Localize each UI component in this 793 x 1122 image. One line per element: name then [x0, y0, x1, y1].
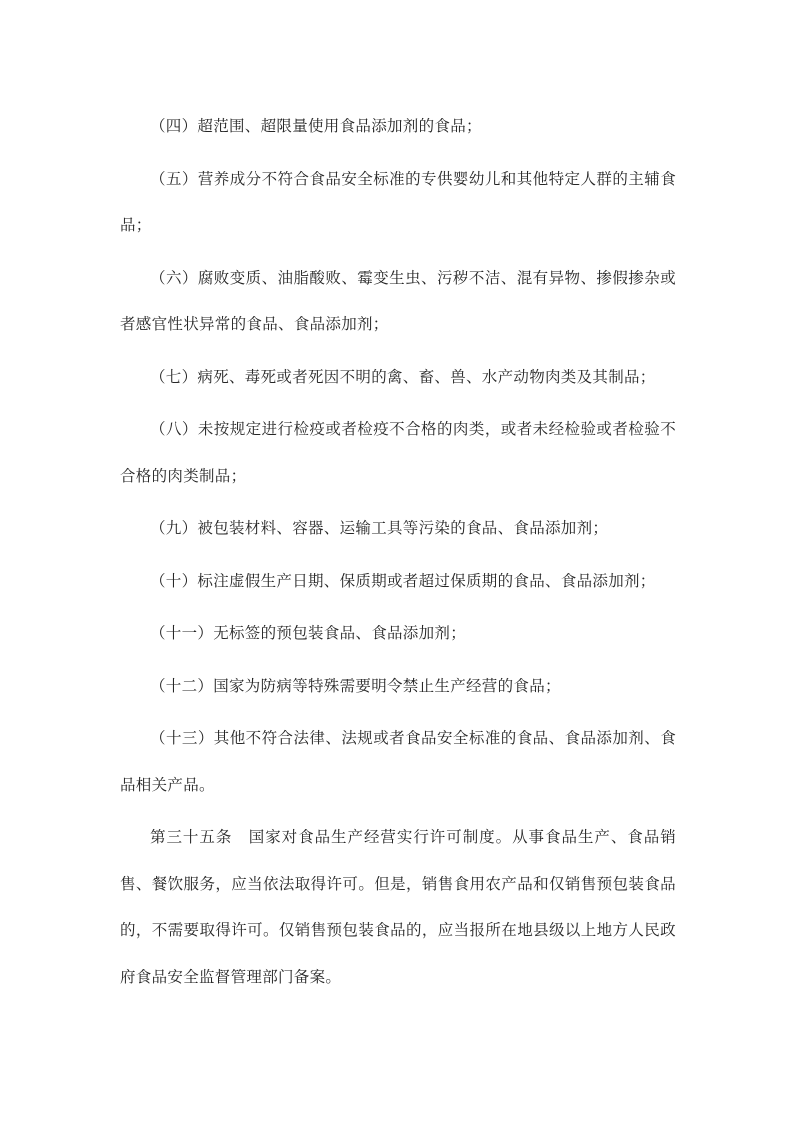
paragraph-item-5: （五）营养成分不符合食品安全标准的专供婴幼儿和其他特定人群的主辅食品；: [120, 169, 676, 234]
paragraph-item-12: （十二）国家为防病等特殊需要明令禁止生产经营的食品；: [150, 676, 561, 695]
paragraph-item-11: （十一）无标签的预包装食品、食品添加剂；: [150, 624, 467, 642]
document-body: [120, 103, 676, 1006]
paragraph-item-9: （九）被包装材料、容器、运输工具等污染的食品、食品添加剂；: [150, 519, 609, 537]
paragraph-item-13: （十三）其他不符合法律、法规或者食品安全标准的食品、食品添加剂、食品相关产品。: [120, 729, 676, 794]
paragraph-item-7: （七）病死、毒死或者死因不明的禽、畜、兽、水产动物肉类及其制品；: [150, 367, 656, 386]
paragraph-item-6: （六）腐败变质、油脂酸败、霉变生虫、污秽不洁、混有异物、掺假掺杂或者感官性状异常的食品、食品添加剂；: [120, 268, 676, 333]
paragraph-item-10: （十）标注虚假生产日期、保质期或者超过保质期的食品、食品添加剂；: [150, 571, 656, 590]
paragraph-item-4: （四）超范围、超限量使用食品添加剂的食品；: [150, 117, 482, 135]
paragraph-item-8: （八）未按规定进行检疫或者检疫不合格的肉类，或者未经检验或者检验不合格的肉类制品；: [120, 420, 676, 485]
article-35-paragraph: 第三十五条 国家对食品生产经营实行许可制度。从事食品生产、食品销售、餐饮服务，应当依法取得许可。但是，销售食用农产品和仅销售预包装食品的，不需要取得许可。仅销售预包装食品的，应当报所在地县级以上地方人民政府食品安全监督管理部门备案。: [120, 828, 676, 986]
